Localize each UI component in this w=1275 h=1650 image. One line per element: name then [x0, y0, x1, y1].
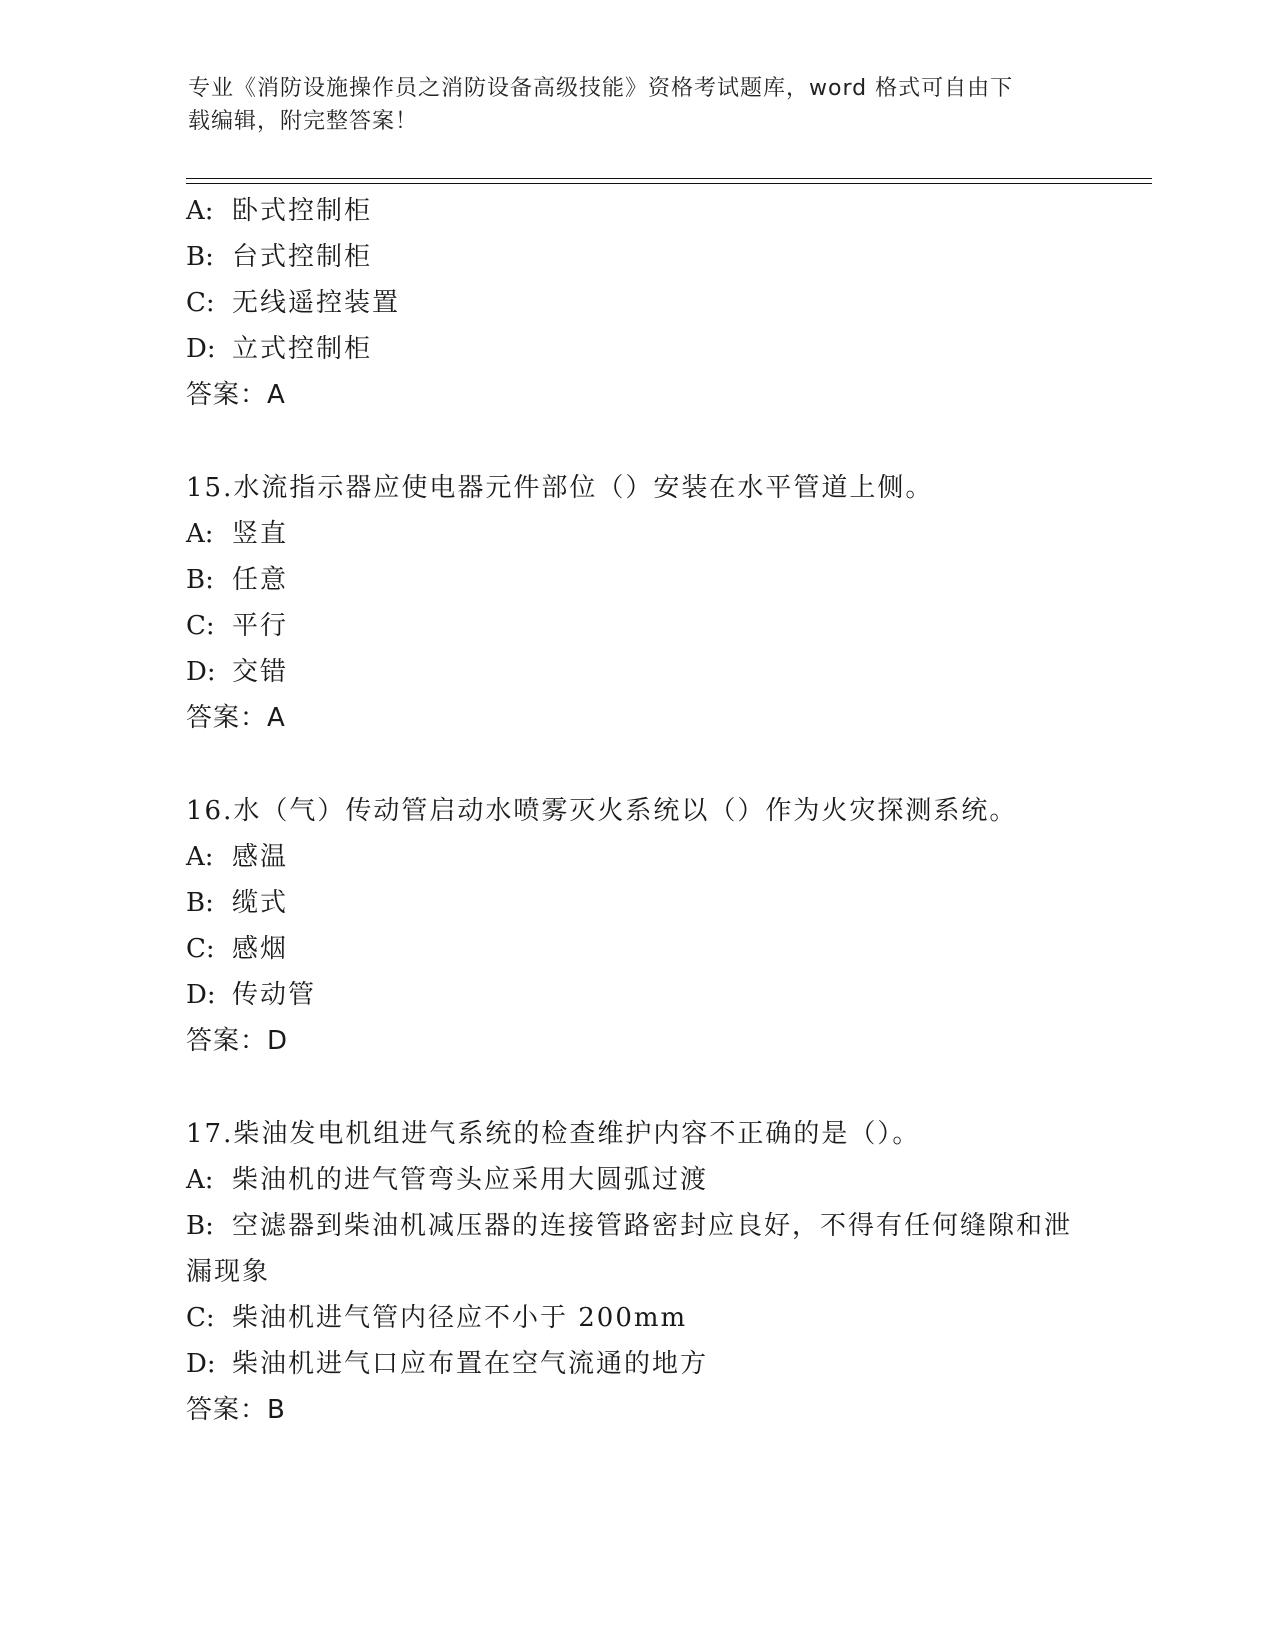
answer-line: 答案：B — [186, 1395, 286, 1425]
document-header — [188, 72, 1068, 138]
header-line-1: 专业《消防设施操作员之消防设备高级技能》资格考试题库，word 格式可自由下 — [188, 76, 1014, 101]
option-b — [186, 557, 1086, 603]
option-key: B: — [186, 1211, 214, 1241]
option-b — [186, 234, 1086, 280]
option-c — [186, 603, 1086, 649]
option-key: C: — [186, 611, 215, 641]
option-key: D: — [186, 980, 216, 1010]
spacer — [186, 741, 1086, 788]
option-key: C: — [186, 288, 215, 318]
option-text: 感温 — [232, 842, 289, 872]
option-text: 柴油机进气口应布置在空气流通的地方 — [232, 1349, 709, 1379]
header-line-2: 载编辑，附完整答案！ — [188, 109, 419, 134]
option-key: A: — [186, 1165, 214, 1195]
option-text: 卧式控制柜 — [232, 196, 373, 226]
option-c — [186, 926, 1086, 972]
option-key: A: — [186, 196, 214, 226]
option-d — [186, 326, 1086, 372]
option-text: 立式控制柜 — [232, 334, 373, 364]
answer-line: 答案：A — [186, 380, 286, 410]
question-15 — [186, 465, 1086, 741]
header-rule-top — [186, 178, 1152, 179]
option-text: 台式控制柜 — [232, 242, 373, 272]
question-17 — [186, 1111, 1086, 1433]
question-14 — [186, 188, 1086, 418]
answer-line: 答案：D — [186, 1026, 289, 1056]
option-text: 竖直 — [232, 519, 289, 549]
spacer — [186, 1064, 1086, 1111]
option-a — [186, 834, 1086, 880]
option-a — [186, 1157, 1086, 1203]
option-key: A: — [186, 842, 214, 872]
question-stem: 16.水（气）传动管启动水喷雾灭火系统以（）作为火灾探测系统。 — [186, 796, 1018, 826]
question-content — [186, 188, 1086, 1433]
option-text: 柴油机进气管内径应不小于 200mm — [232, 1303, 688, 1333]
option-d — [186, 972, 1086, 1018]
option-text: 传动管 — [232, 980, 317, 1010]
option-c — [186, 1295, 1086, 1341]
option-key: B: — [186, 565, 214, 595]
option-key: C: — [186, 1303, 215, 1333]
option-d — [186, 1341, 1086, 1387]
option-key: B: — [186, 888, 214, 918]
option-b — [186, 880, 1086, 926]
option-b — [186, 1203, 1086, 1295]
option-c — [186, 280, 1086, 326]
option-text: 感烟 — [232, 934, 289, 964]
option-key: D: — [186, 334, 216, 364]
option-text: 柴油机的进气管弯头应采用大圆弧过渡 — [232, 1165, 709, 1195]
question-16 — [186, 788, 1086, 1064]
option-a — [186, 188, 1086, 234]
question-stem: 17.柴油发电机组进气系统的检查维护内容不正确的是（）。 — [186, 1119, 921, 1149]
option-key: B: — [186, 242, 214, 272]
option-text: 交错 — [232, 657, 289, 687]
option-text: 缆式 — [232, 888, 289, 918]
option-key: D: — [186, 657, 216, 687]
option-key: D: — [186, 1349, 216, 1379]
option-text: 任意 — [232, 565, 289, 595]
option-text: 平行 — [232, 611, 289, 641]
question-stem: 15.水流指示器应使电器元件部位（）安装在水平管道上侧。 — [186, 473, 934, 503]
option-text: 空滤器到柴油机减压器的连接管路密封应良好，不得有任何缝隙和泄漏现象 — [186, 1211, 1073, 1287]
answer-line: 答案：A — [186, 703, 286, 733]
option-key: C: — [186, 934, 215, 964]
option-key: A: — [186, 519, 214, 549]
spacer — [186, 418, 1086, 465]
option-a — [186, 511, 1086, 557]
option-text: 无线遥控装置 — [232, 288, 401, 318]
header-rule-bottom — [186, 183, 1152, 184]
option-d — [186, 649, 1086, 695]
